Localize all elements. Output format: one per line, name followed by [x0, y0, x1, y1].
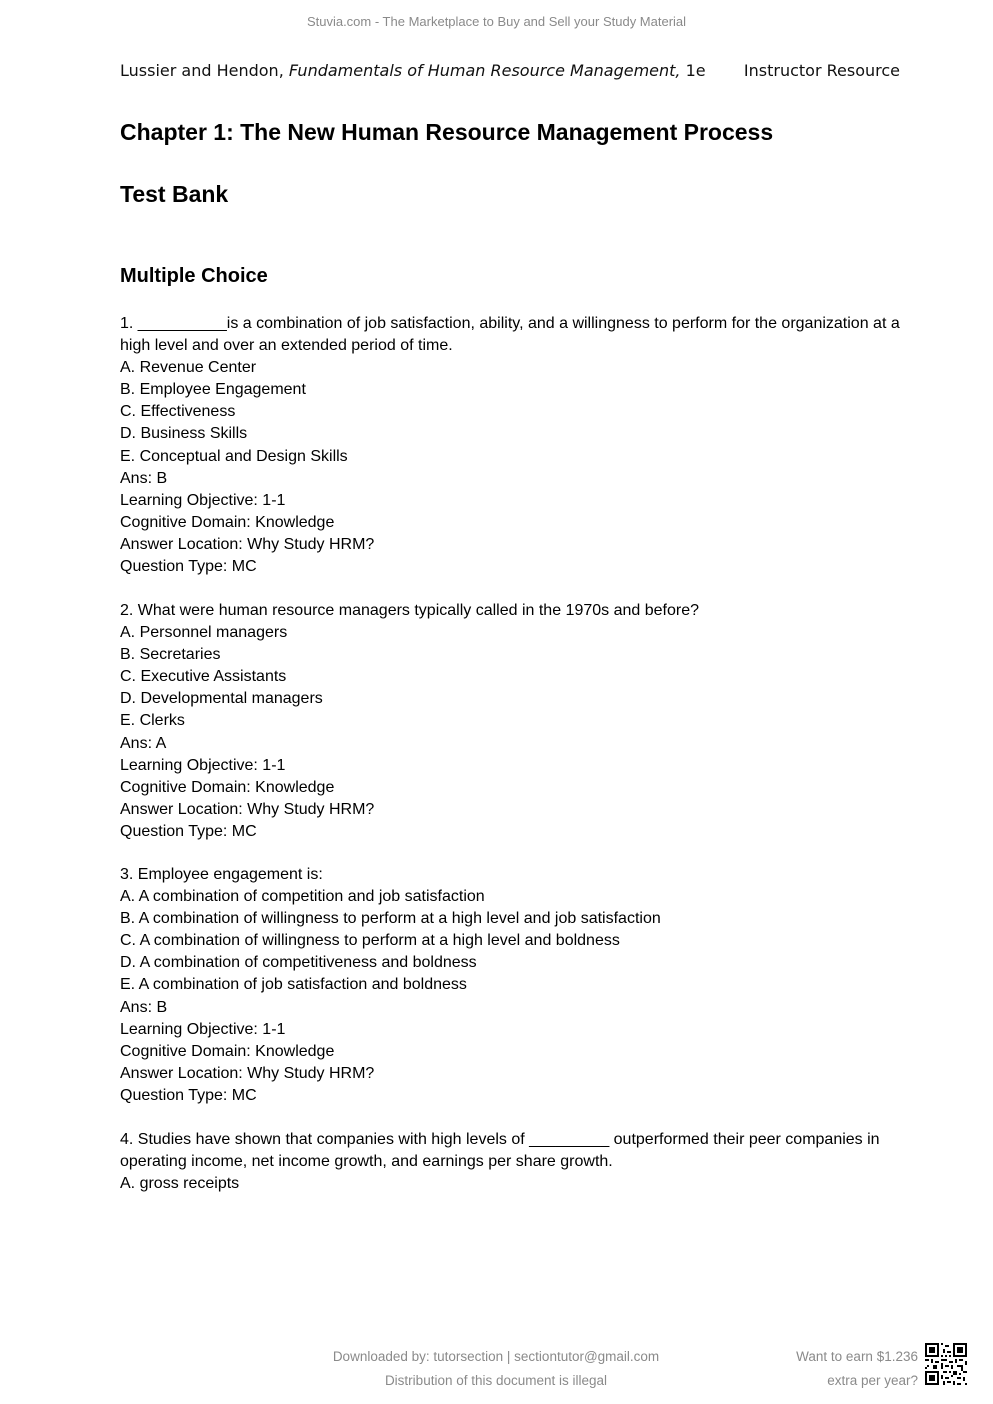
earn-promo[interactable] [796, 1345, 918, 1393]
answer-option: E. A combination of job satisfaction and boldness [120, 976, 467, 994]
running-head-resource-label: Instructor Resource [743, 61, 900, 80]
distribution-notice: Distribution of this document is illegal [384, 1373, 608, 1388]
subsection-title: Multiple Choice [120, 265, 268, 287]
answer-option: E. Conceptual and Design Skills [120, 447, 348, 465]
question-stem: 3. Employee engagement is: [120, 866, 323, 883]
answer-option: C. Executive Assistants [120, 668, 287, 686]
answer-option: B. A combination of willingness to perform at a high level and job satisfaction [120, 910, 661, 928]
answer-option: E. Clerks [120, 712, 185, 730]
question-stem: 4. Studies have shown that companies with high levels of _________ outperformed their peer companies in operating income, net income growth, and earnings per share growth. [120, 1131, 880, 1171]
chapter-title: Chapter 1: The New Human Resource Management Process [120, 119, 774, 145]
answer-option: C. A combination of willingness to perform at a high level and boldness [120, 932, 620, 950]
answer-option: A. gross receipts [120, 1175, 240, 1193]
answer-option: A. A combination of competition and job satisfaction [120, 888, 485, 906]
learning-objective: Learning Objective: 1-1 [120, 1020, 286, 1038]
section-title: Test Bank [120, 181, 229, 207]
answer-location: Answer Location: Why Study HRM? [120, 535, 375, 553]
answer-option: A. Revenue Center [120, 359, 257, 377]
stuvia-watermark: Stuvia.com - The Marketplace to Buy and Sell your Study Material [306, 14, 687, 29]
answer-option: B. Secretaries [120, 646, 221, 664]
question-type: Question Type: MC [120, 822, 257, 840]
downloaded-by-text: Downloaded by: tutorsection | sectiontutor@gmail.com [332, 1349, 660, 1364]
question-type: Question Type: MC [120, 558, 257, 576]
answer-location: Answer Location: Why Study HRM? [120, 800, 375, 818]
running-head-citation [120, 61, 706, 80]
cognitive-domain: Cognitive Domain: Knowledge [120, 513, 335, 531]
question-4 [120, 1129, 910, 1195]
question-2 [120, 600, 910, 843]
question-stem: 1. __________is a combination of job satisfaction, ability, and a willingness to perform for the organization at a high level and over an extended period of time. [120, 315, 900, 355]
earn-promo-line-2[interactable]: extra per year? [827, 1373, 918, 1388]
cognitive-domain: Cognitive Domain: Knowledge [120, 1042, 335, 1060]
running-head-book-title: Fundamentals of Human Resource Management, [288, 61, 681, 80]
cognitive-domain: Cognitive Domain: Knowledge [120, 778, 335, 796]
answer-key: Ans: A [120, 734, 167, 752]
question-stem: 2. What were human resource managers typically called in the 1970s and before? [120, 602, 699, 619]
answer-option: D. Business Skills [120, 425, 248, 443]
question-1 [120, 313, 910, 578]
answer-option: B. Employee Engagement [120, 381, 306, 399]
answer-option: D. Developmental managers [120, 690, 323, 708]
answer-key: Ans: B [120, 998, 168, 1016]
answer-option: D. A combination of competitiveness and boldness [120, 954, 477, 972]
learning-objective: Learning Objective: 1-1 [120, 491, 286, 509]
qr-code-icon[interactable] [925, 1343, 967, 1385]
answer-key: Ans: B [120, 469, 168, 487]
running-head-edition: 1e [685, 61, 706, 80]
question-type: Question Type: MC [120, 1086, 257, 1104]
answer-location: Answer Location: Why Study HRM? [120, 1064, 375, 1082]
learning-objective: Learning Objective: 1-1 [120, 756, 286, 774]
answer-option: C. Effectiveness [120, 403, 236, 421]
download-footer [300, 1345, 692, 1393]
answer-option: A. Personnel managers [120, 624, 288, 642]
question-3 [120, 864, 910, 1107]
earn-promo-line-1[interactable]: Want to earn $1.236 [796, 1349, 918, 1364]
running-head-authors: Lussier and Hendon, [120, 61, 284, 80]
